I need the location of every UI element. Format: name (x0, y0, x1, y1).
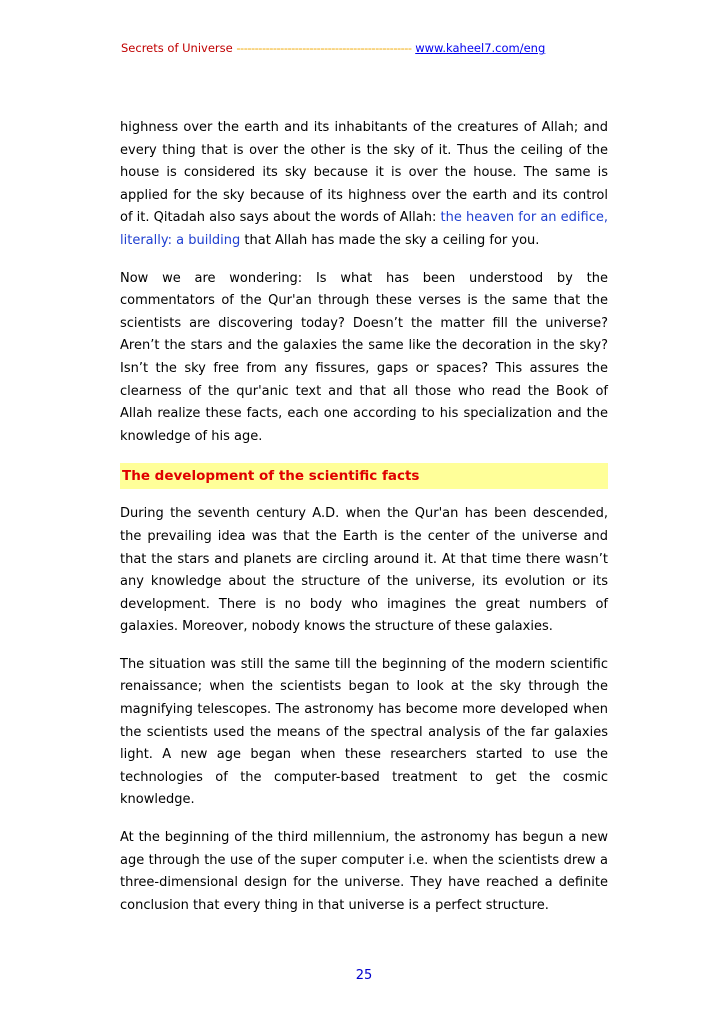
page-number: 25 (355, 968, 373, 983)
header-website-link[interactable]: www.kaheel7.com/eng (415, 41, 546, 55)
paragraph-1-text-start: highness over the earth and its inhabitants of the creatures of Allah; and every thing that is over the other is the sky of it. Thus the ceiling of the house is considered its sky because it is over the house. The same is applied for the sky because of its highness over the earth and its control of it. Qitadah also says about the words of Allah: (120, 120, 608, 226)
header-title: Secrets of Universe (121, 41, 233, 55)
header-dashes: ------------------------------------------------ (236, 41, 412, 55)
paragraph-5: At the beginning of the third millennium, the astronomy has begun a new age through the use of the super computer i.e. when the scientists drew a three-dimensional design for the universe. They have reached a definite conclusion that every thing in that universe is a perfect structure. (120, 830, 608, 913)
paragraph-1 (120, 117, 608, 253)
running-header (121, 40, 545, 56)
body-text (120, 117, 608, 932)
paragraph-2: Now we are wondering: Is what has been understood by the commentators of the Qur'an through these verses is the same that the scientists are discovering today? Doesn’t the matter fill the universe? Aren’t the stars and the galaxies the same like the decoration in the sky? Isn’t the sky free from any fissures, gaps or spaces? This assures the clearness of the qur'anic text and that all those who read the Book of Allah realize these facts, each one according to his specialization and the knowledge of his age. (120, 270, 608, 444)
section-heading: The development of the scientific facts (120, 463, 608, 489)
paragraph-3: During the seventh century A.D. when the Qur'an has been descended, the prevailing idea was that the Earth is the center of the universe and that the stars and planets are circling around it. At that time there wasn’t any knowledge about the structure of the universe, its evolution or its development. There is no body who imagines the great numbers of galaxies. Moreover, nobody knows the structure of these galaxies. (120, 506, 608, 635)
quoted-highlight: the heaven for an edifice, literally: a building (120, 210, 608, 248)
paragraph-1-text-end: that Allah has made the sky a ceiling for you. (240, 232, 540, 248)
paragraph-4: The situation was still the same till the beginning of the modern scientific renaissance; when the scientists began to look at the sky through the magnifying telescopes. The astronomy has become more developed when the scientists used the means of the spectral analysis of the far galaxies light. A new age began when these researchers started to use the technologies of the computer-based treatment to get the cosmic knowledge. (120, 656, 608, 808)
